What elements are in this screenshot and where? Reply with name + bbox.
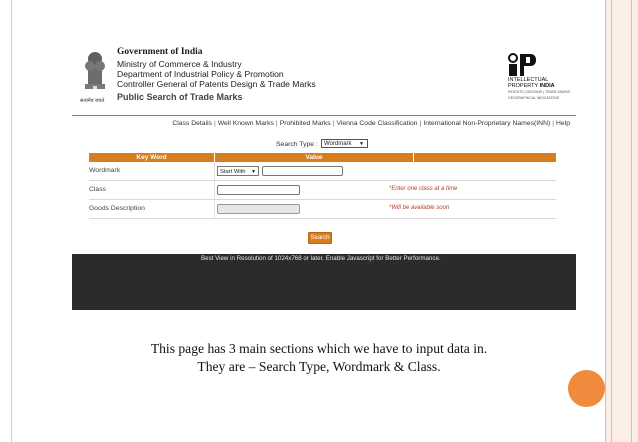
emblem-caption: सत्यमेव जयते xyxy=(80,98,105,104)
wordmark-row xyxy=(89,162,556,181)
wordmark-input[interactable] xyxy=(262,166,343,176)
keyword-column-header: Key Word xyxy=(89,153,215,162)
national-emblem-icon xyxy=(82,48,108,96)
goods-description-input[interactable] xyxy=(217,204,300,214)
search-form xyxy=(72,134,576,254)
nav-inn-link[interactable]: International Non-Proprietary Names(INN) xyxy=(423,120,551,127)
match-type-value: Start With xyxy=(220,169,246,175)
goods-description-note: *Will be available soon xyxy=(389,205,450,211)
match-type-select[interactable] xyxy=(217,166,259,176)
class-note: *Enter one class at a time xyxy=(389,186,458,192)
ministry-line: Ministry of Commerce & Industry xyxy=(117,59,242,69)
search-type-label: Search Type : xyxy=(276,141,318,148)
search-type-value: Wordmark xyxy=(324,141,352,147)
nav-well-known-marks-link[interactable]: Well Known Marks xyxy=(217,120,274,127)
value-column-header: Value xyxy=(215,153,414,162)
orange-circle-decoration xyxy=(568,370,605,407)
search-button[interactable]: Search xyxy=(308,232,332,244)
page-title: Public Search of Trade Marks xyxy=(117,92,243,102)
class-label: Class xyxy=(89,186,106,193)
wordmark-label: Wordmark xyxy=(89,167,121,174)
footer-text: Best View in Resolution of 1024x768 or later. Enable Javascript for Better Performance. xyxy=(201,255,441,262)
form-table-header xyxy=(89,153,556,162)
nav-vienna-code-link[interactable]: Vienna Code Classification xyxy=(336,120,418,127)
nav-prohibited-marks-link[interactable]: Prohibited Marks xyxy=(279,120,331,127)
nav-help-link[interactable]: Help xyxy=(556,120,570,127)
caption-line-2: They are – Search Type, Wordmark & Class. xyxy=(197,359,441,374)
site-header xyxy=(72,41,576,115)
slide-right-line xyxy=(605,0,606,442)
goods-description-row xyxy=(89,200,556,219)
chevron-down-icon: ▼ xyxy=(251,169,256,175)
slide-left-border xyxy=(11,0,12,442)
ip-india-logo-text: INTELLECTUAL PROPERTY INDIA PATENTS | DESIGNS | TRADE MARKS GEOGRAPHICAL INDICATIONS xyxy=(508,77,571,100)
chevron-down-icon: ▼ xyxy=(359,141,364,147)
slide-right-line xyxy=(611,0,612,442)
class-row xyxy=(89,181,556,200)
caption-line-1: This page has 3 main sections which we have to input data in. xyxy=(150,341,488,356)
top-nav xyxy=(72,115,576,134)
search-type-select[interactable] xyxy=(321,139,368,148)
website-screenshot xyxy=(72,41,576,310)
class-input[interactable] xyxy=(217,185,300,195)
nav-links: Class Details | Well Known Marks | Prohibited Marks | Vienna Code Classification | International Non-Proprietary Names(INN) | Help xyxy=(172,120,570,127)
slide-right-band xyxy=(605,0,638,442)
goods-description-label: Goods Description xyxy=(89,205,145,212)
department-line: Department of Industrial Policy & Promotion xyxy=(117,69,284,79)
slide-right-line xyxy=(631,0,632,442)
site-footer xyxy=(72,254,576,310)
government-title: Government of India xyxy=(117,47,203,57)
controller-line: Controller General of Patents Design & Trade Marks xyxy=(117,79,316,89)
nav-class-details-link[interactable]: Class Details xyxy=(172,120,212,127)
